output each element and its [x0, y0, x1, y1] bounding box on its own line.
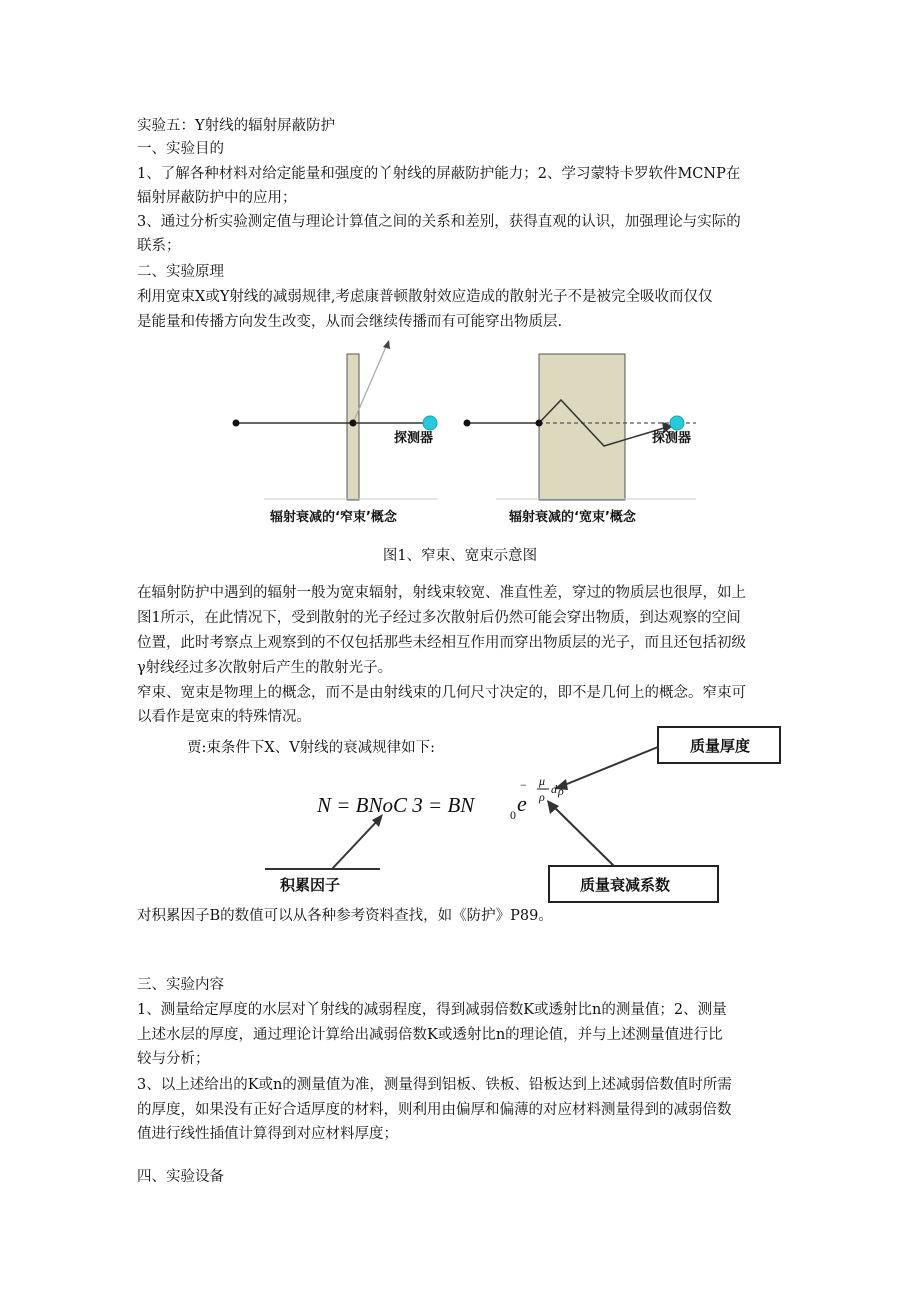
detector-dot-right — [670, 416, 684, 430]
exponent-base-e: e — [517, 791, 527, 816]
equation-intro: 贾:束条件下X、V射线的衰减规律如下: — [187, 740, 436, 756]
interaction-dot-left — [350, 420, 357, 427]
section-1-line: 辐射屏蔽防护中的应用； — [137, 190, 297, 206]
section-3-line: 值进行线性插值计算得到对应材料厚度； — [137, 1126, 398, 1142]
detector-label-left: 探测器 — [394, 431, 434, 446]
paragraph-line: 图1所示，在此情况下，受到散射的光子经过多次散射后仍然可能会穿出物质，到达观察的空间 — [137, 610, 741, 626]
mass-attenuation-label: 质量衰减系数 — [580, 876, 671, 894]
mass-attenuation-arrowhead — [547, 800, 559, 814]
mass-thickness-label: 质量厚度 — [690, 737, 751, 755]
exponent-mu: μ — [539, 774, 546, 788]
figure-1-caption: 图1、窄束、宽束示意图 — [382, 548, 538, 564]
mass-thickness-arrow — [562, 747, 658, 786]
document-title: 实验五：Y射线的辐射屏蔽防护 — [137, 118, 336, 134]
section-3-heading: 三、实验内容 — [137, 977, 224, 993]
source-dot-left — [233, 420, 240, 427]
caption-right: 辐射衰减的‘宽束’概念 — [509, 510, 636, 525]
detector-label-right: 探测器 — [652, 431, 692, 446]
mass-attenuation-arrow — [552, 805, 614, 866]
section-1-line: 1、了解各种材料对给定能量和强度的丫射线的屏蔽防护能力；2、学习蒙特卡罗软件MCNP在 — [137, 166, 741, 182]
paragraph-line: 窄束、宽束是物理上的概念，而不是由射线束的几何尺寸决定的，即不是几何上的概念。窄束可 — [137, 685, 746, 701]
paragraph-line: 位置，此时考察点上观察到的不仅包括那些未经相互作用而穿出物质层的光子，而且还包括初级 — [137, 635, 746, 651]
section-4-heading: 四、实验设备 — [137, 1169, 224, 1185]
section-1-heading: 一、实验目的 — [137, 141, 224, 157]
paragraph-line: 以看作是宽束的特殊情况。 — [137, 709, 311, 725]
buildup-arrow — [332, 819, 379, 869]
paragraph-line: 在辐射防护中遇到的辐射一般为宽束辐射，射线束较宽、准直性差，穿过的物质层也很厚，如上 — [137, 585, 746, 601]
beam-diagram — [226, 338, 706, 533]
narrow-absorber-slab — [347, 354, 359, 500]
buildup-factor-label: 积累因子 — [280, 876, 341, 894]
section-1-line: 联系； — [137, 238, 181, 254]
interaction-dot-right — [536, 420, 543, 427]
section-2-line: 是能量和传播方向发生改变，从而会继续传播而有可能穿出物质层. — [137, 314, 563, 330]
section-3-line: 的厚度，如果没有正好合适厚度的材料，则利用由偏厚和偏薄的对应材料测量得到的减弱倍数 — [137, 1102, 732, 1118]
broad-absorber-slab — [539, 354, 625, 500]
exponent-d: d — [551, 782, 557, 796]
section-3-line: 较与分析； — [137, 1051, 210, 1067]
attenuation-equation-diagram — [262, 725, 792, 905]
section-3-line: 1、测量给定厚度的水层对丫射线的减弱程度，得到减弱倍数K或透射比n的测量值；2、测量 — [137, 1002, 727, 1018]
exponent-minus: − — [520, 778, 527, 792]
attenuation-equation: N = BNoC 3 = BN — [317, 793, 475, 817]
section-2-line: 利用宽束X或Y射线的减弱规律,考虑康普顿散射效应造成的散射光子不是被完全吸收而仅仅 — [137, 289, 713, 305]
caption-left: 辐射衰减的‘窄束’概念 — [270, 510, 397, 525]
exponent-rho: ρ — [558, 784, 564, 798]
detector-dot-left — [423, 416, 437, 430]
exponent-rho-top: ρ — [539, 790, 545, 804]
paragraph-line: γ射线经过多次散射后产生的散射光子。 — [137, 660, 393, 676]
section-1-line: 3、通过分析实验测定值与理论计算值之间的关系和差别，获得直观的认识，加强理论与实际的 — [137, 214, 741, 230]
section-3-line: 上述水层的厚度，通过理论计算给出减弱倍数K或透射比n的理论值，并与上述测量值进行比 — [137, 1027, 723, 1043]
source-dot-right — [464, 420, 471, 427]
section-2-heading: 二、实验原理 — [137, 264, 224, 280]
buildup-reference-line: 对积累因子B的数值可以从各种参考资料查找，如《防护》P89。 — [137, 908, 553, 924]
exponent-subscript: 0 — [510, 808, 516, 822]
scatter-arrowhead — [383, 340, 390, 349]
section-3-line: 3、以上述给出的K或n的测量值为准，测量得到铝板、铁板、铅板达到上述减弱倍数值时所需 — [137, 1077, 732, 1093]
